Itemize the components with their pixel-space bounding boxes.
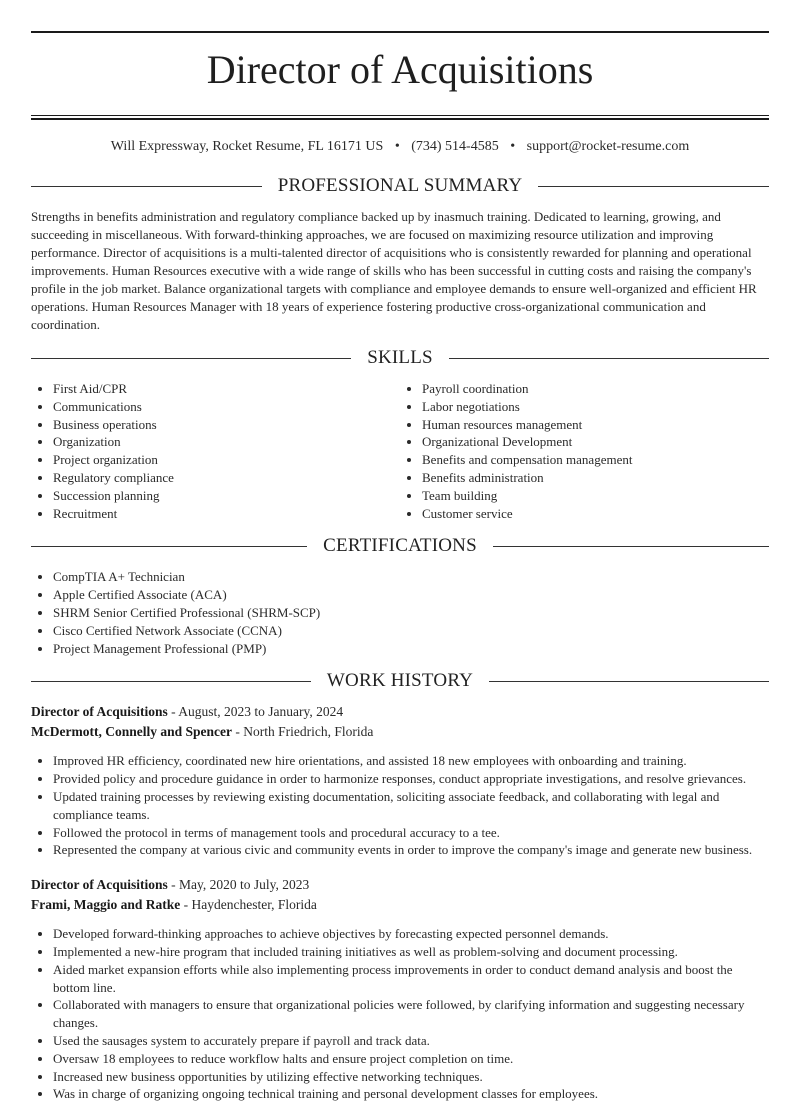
heading-rule <box>31 186 262 187</box>
certifications-heading <box>31 535 769 557</box>
job-title-line <box>31 875 769 895</box>
skill-item: • Labor negotiations <box>422 398 769 416</box>
job-bullet: • Followed the protocol in terms of management tools and procedural accuracy to a tee. <box>53 824 769 842</box>
job-bullet: • Increased new business opportunities by utilizing effective networking techniques. <box>53 1068 769 1086</box>
skill-item: • Succession planning <box>53 487 400 505</box>
job-role: Director of Acquisitions <box>31 704 168 720</box>
job-bullet: • Collaborated with managers to ensure that organizational policies were followed, by clarifying information and suggesting necessary changes. <box>53 996 769 1032</box>
skill-item: • Benefits and compensation management <box>422 451 769 469</box>
bullet-separator: • <box>510 139 516 154</box>
job-bullets <box>31 925 769 1103</box>
skills-column-right <box>400 380 769 522</box>
certification-item: • SHRM Senior Certified Professional (SHRM-SCP) <box>53 604 769 622</box>
skill-item: • Communications <box>53 398 400 416</box>
heading-rule <box>538 186 769 187</box>
heading-rule <box>449 358 769 359</box>
heading-rule <box>493 546 769 547</box>
contact-line <box>31 139 769 155</box>
job-bullet: • Oversaw 18 employees to reduce workflow halts and ensure project completion on time. <box>53 1050 769 1068</box>
job-company-line <box>31 895 769 915</box>
job-bullet: • Updated training processes by reviewing existing documentation, soliciting associate feedback, and collaborating with legal and compliance teams. <box>53 788 769 824</box>
heading-rule <box>31 358 351 359</box>
heading-rule <box>31 546 307 547</box>
heading-rule <box>489 681 769 682</box>
header-double-divider <box>31 115 769 120</box>
summary-text: Strengths in benefits administration and regulatory compliance backed up by inasmuch training. Dedicated to learning, growing, and succeeding in miscellaneous. With forward-thinking approaches, we are focused on maximizing resource utilization and improving performance. Director of acquisitions is a multi-talented director of acquisitions who is consistently rewarded for planning and operational improvements. Human Resources executive with a wide range of skills who has been successful in cutting costs and raising the company's profile in the job market. Balance organizational targets with compliance and employee demands to ensure well-organized and efficient HR operations. Human Resources Manager with 18 years of experience fostering productive cross-organizational communication and coordination. <box>31 209 757 332</box>
certifications-list <box>31 568 769 657</box>
certification-item: • Cisco Certified Network Associate (CCNA) <box>53 622 769 640</box>
job-bullet: • Developed forward-thinking approaches to achieve objectives by forecasting expected personnel demands. <box>53 925 769 943</box>
skill-item: • Benefits administration <box>422 469 769 487</box>
job-bullet: • Used the sausages system to accurately prepare if payroll and track data. <box>53 1032 769 1050</box>
job-dates: - May, 2020 to July, 2023 <box>167 877 310 893</box>
skill-item: • Human resources management <box>422 416 769 434</box>
contact-email: support@rocket-resume.com <box>526 139 690 154</box>
job-bullet: • Improved HR efficiency, coordinated new hire orientations, and assisted 18 new employees with onboarding and training. <box>53 752 769 770</box>
resume-name: Director of Acquisitions <box>206 47 594 92</box>
top-divider <box>31 31 769 33</box>
skill-item: • Organizational Development <box>422 433 769 451</box>
job-company-line <box>31 722 769 742</box>
job-company: Frami, Maggio and Ratke <box>31 897 181 913</box>
job-location: - North Friedrich, Florida <box>231 724 374 740</box>
job-role: Director of Acquisitions <box>31 877 168 893</box>
skill-item: • Regulatory compliance <box>53 469 400 487</box>
skill-item: • Customer service <box>422 505 769 523</box>
skill-item: • Organization <box>53 433 400 451</box>
certification-item: • Apple Certified Associate (ACA) <box>53 586 769 604</box>
job-company: McDermott, Connelly and Spencer <box>31 724 232 740</box>
job-bullet: • Implemented a new-hire program that included training initiatives as well as problem-solving and document processing. <box>53 943 769 961</box>
skill-item: • Payroll coordination <box>422 380 769 398</box>
skills-title: SKILLS <box>367 347 433 368</box>
job-title-line <box>31 702 769 722</box>
skill-item: • Business operations <box>53 416 400 434</box>
job-entry <box>31 702 769 859</box>
heading-rule <box>31 681 311 682</box>
job-entry <box>31 875 769 1103</box>
skills-column-left <box>31 380 400 522</box>
skill-item: • Team building <box>422 487 769 505</box>
contact-address: Will Expressway, Rocket Resume, FL 16171 US <box>110 139 384 154</box>
skill-item: • Recruitment <box>53 505 400 523</box>
job-dates: - August, 2023 to January, 2024 <box>167 704 344 720</box>
job-bullets <box>31 752 769 859</box>
certification-item: • CompTIA A+ Technician <box>53 568 769 586</box>
work-history-title: WORK HISTORY <box>326 670 474 692</box>
skills-list <box>31 380 769 522</box>
summary-heading <box>31 175 769 197</box>
bullet-separator: • <box>394 139 400 154</box>
contact-phone: (734) 514-4585 <box>411 139 499 154</box>
job-bullet: • Aided market expansion efforts while also implementing process improvements in order to conduct demand analysis and boost the bottom line. <box>53 961 769 997</box>
resume-page <box>0 31 800 1103</box>
summary-title: PROFESSIONAL SUMMARY <box>277 175 523 196</box>
skill-item: • First Aid/CPR <box>53 380 400 398</box>
job-location: - Haydenchester, Florida <box>180 897 317 913</box>
job-bullet: • Represented the company at various civic and community events in order to improve the company's image and generate new business. <box>53 841 769 859</box>
work-history-heading <box>31 670 769 692</box>
certification-item: • Project Management Professional (PMP) <box>53 640 769 658</box>
job-bullet: • Was in charge of organizing ongoing technical training and personal development classes for employees. <box>53 1085 769 1103</box>
skills-heading <box>31 347 769 369</box>
skill-item: • Project organization <box>53 451 400 469</box>
job-bullet: • Provided policy and procedure guidance in order to harmonize responses, conduct appropriate investigations, and resolve grievances. <box>53 770 769 788</box>
certifications-title: CERTIFICATIONS <box>323 535 477 557</box>
